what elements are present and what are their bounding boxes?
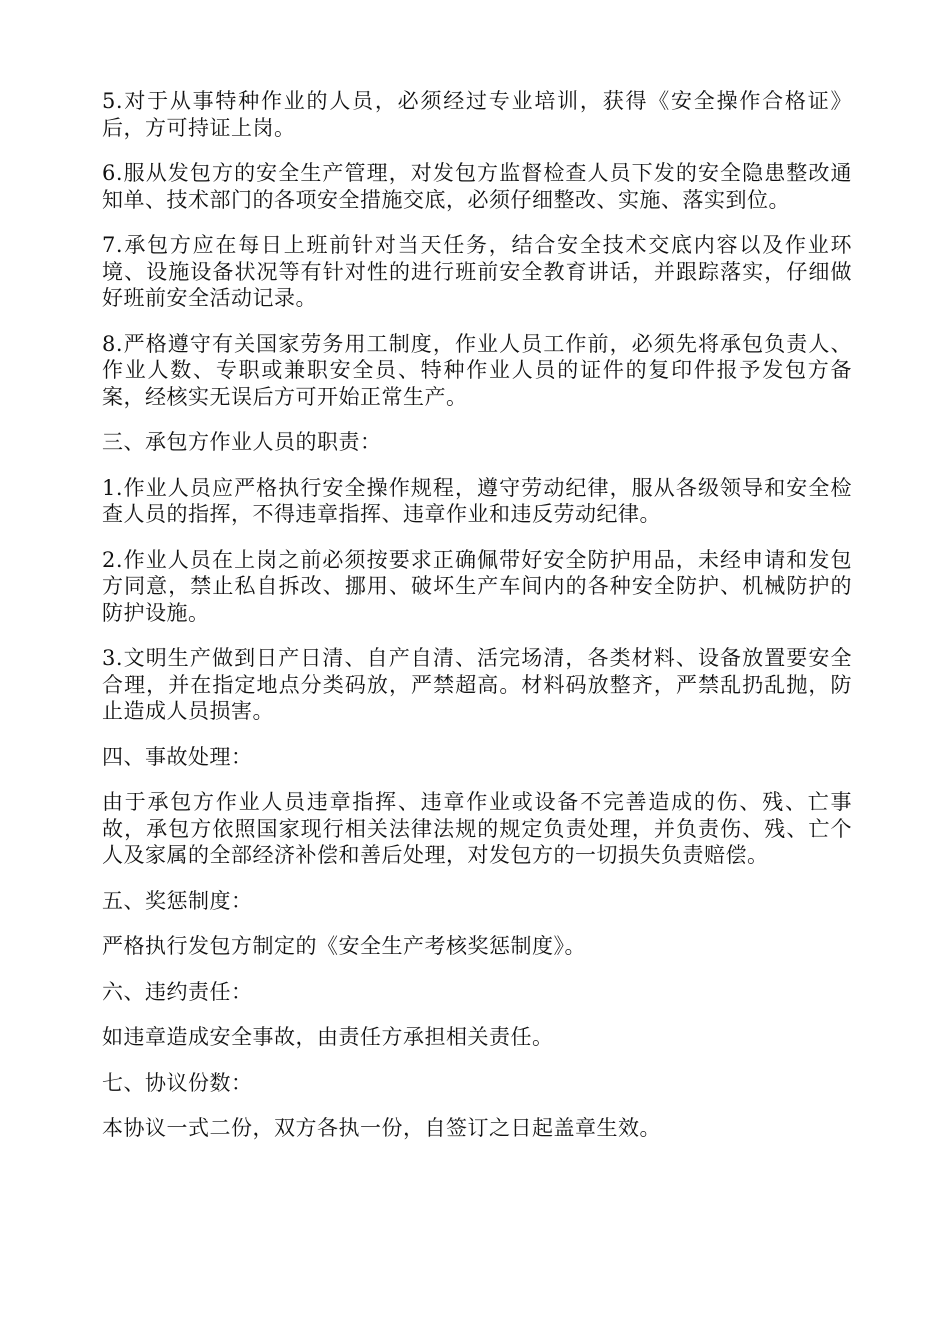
clause-8: 8.严格遵守有关国家劳务用工制度，作业人员工作前，必须先将承包负责人、作业人数、专职或兼职安全员、特种作业人员的证件的复印件报予发包方备案，经核实无误后方可开始正常生产。	[102, 331, 852, 409]
clause-worker-1: 1.作业人员应严格执行安全操作规程，遵守劳动纪律，服从各级领导和安全检查人员的指挥，不得违章指挥、违章作业和违反劳动纪律。	[102, 475, 852, 526]
copies-text: 本协议一式二份，双方各执一份，自签订之日起盖章生效。	[102, 1116, 661, 1140]
section-heading-7: 七、协议份数：	[102, 1070, 253, 1095]
clause-5: 5.对于从事特种作业的人员，必须经过专业培训，获得《安全操作合格证》后，方可持证上岗。	[102, 89, 852, 140]
section-heading-6: 六、违约责任：	[102, 979, 253, 1004]
section-heading-5: 五、奖惩制度：	[102, 888, 253, 913]
accident-handling-text: 由于承包方作业人员违章指挥、违章作业或设备不完善造成的伤、残、亡事故，承包方依照国家现行相关法律法规的规定负责处理，并负责伤、残、亡个人及家属的全部经济补偿和善后处理，对发包方的一切损失负责赔偿。	[102, 790, 852, 867]
document-body	[102, 88, 852, 1161]
section-heading-3: 三、承包方作业人员的职责：	[102, 430, 382, 454]
clause-worker-3: 3.文明生产做到日产日清、自产自清、活完场清，各类材料、设备放置要安全合理，并在指定地点分类码放，严禁超高。材料码放整齐，严禁乱扔乱抛，防止造成人员损害。	[102, 646, 852, 723]
reward-penalty-text: 严格执行发包方制定的《安全生产考核奖惩制度》。	[102, 934, 586, 958]
breach-liability-text: 如违章造成安全事故，由责任方承担相关责任。	[102, 1025, 554, 1049]
clause-worker-2: 2.作业人员在上岗之前必须按要求正确佩带好安全防护用品，未经申请和发包方同意，禁止私自拆改、挪用、破坏生产车间内的各种安全防护、机械防护的防护设施。	[102, 547, 852, 625]
clause-6: 6.服从发包方的安全生产管理，对发包方监督检查人员下发的安全隐患整改通知单、技术部门的各项安全措施交底，必须仔细整改、实施、落实到位。	[102, 161, 852, 212]
section-heading-4: 四、事故处理：	[102, 744, 253, 769]
clause-7: 7.承包方应在每日上班前针对当天任务，结合安全技术交底内容以及作业环境、设施设备状况等有针对性的进行班前安全教育讲话，并跟踪落实，仔细做好班前安全活动记录。	[102, 233, 852, 310]
